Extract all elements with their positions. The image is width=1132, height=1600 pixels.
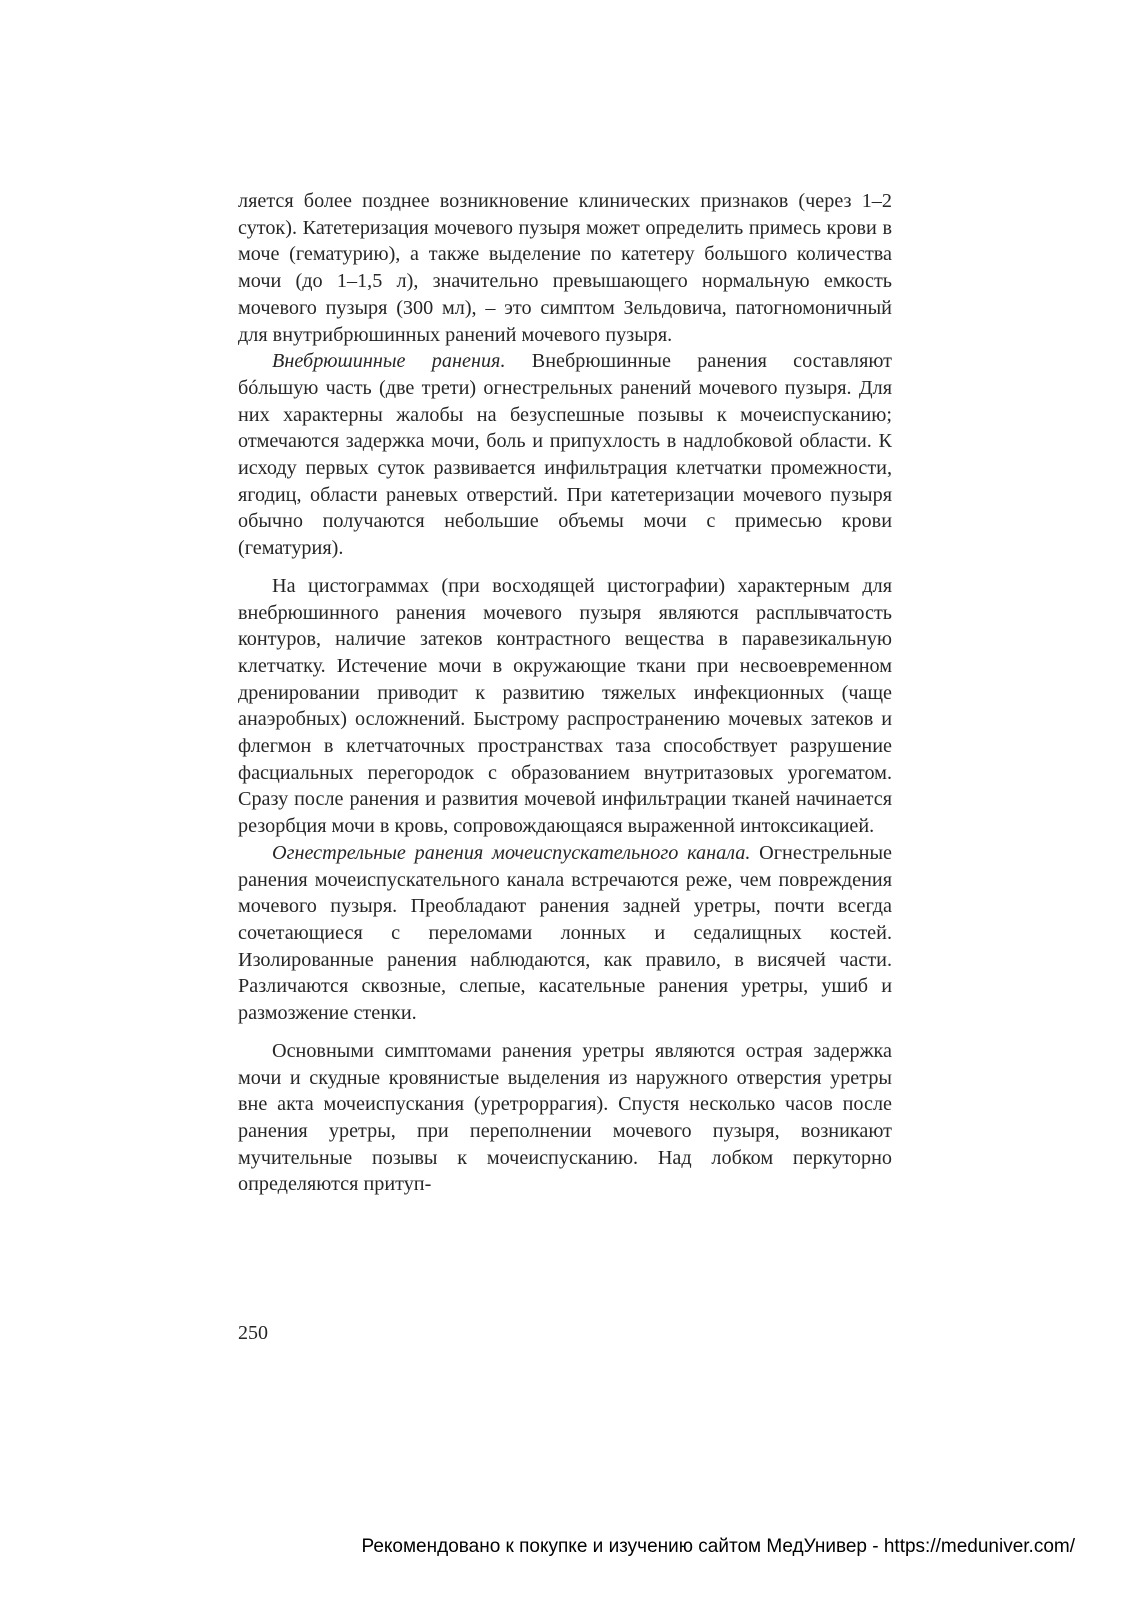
footer-recommendation-note: Рекомендовано к покупке и изучению сайтом МедУнивер - https://meduniver.com/ [361, 1536, 1075, 1557]
paragraph-urethra-wounds [238, 840, 892, 1027]
paragraph-text: ляется более позднее возникновение клинических признаков (через 1–2 суток). Катетеризация мочевого пузыря может определить примесь крови в моче (гематурию), а также выделение по катетеру большого количества мочи (до 1–1,5 л), значительно превышающего нормальную емкость мочевого пузыря (300 мл), – это симптом Зельдовича, патогномоничный для внутрибрюшинных ранений мочевого пузыря. [238, 190, 892, 346]
paragraph-cystograms [238, 573, 892, 840]
paragraph-italic-heading: Внебрюшинные ранения. [272, 350, 506, 373]
paragraph-continuation [238, 188, 892, 348]
paragraph-italic-heading: Огнестрельные ранения мочеиспускательного канала. [272, 841, 751, 864]
paragraph-text: На цистограммах (при восходящей цистографии) характерным для внебрюшинного ранения мочевого пузыря являются расплывчатость контуров, наличие затеков контрастного вещества в паравезикальную клетчатку. Истечение мочи в окружающие ткани при несвоевременном дренировании приводит к развитию тяжелых инфекционных (чаще анаэробных) осложнений. Быстрому распространению мочевых затеков и флегмон в клетчаточных пространствах таза способствует разрушение фасциальных перегородок с образованием внутритазовых урогематом. Сразу после ранения и развития мочевой инфильтрации тканей начинается резорбция мочи в кровь, сопровождающаяся выраженной интоксикацией. [238, 574, 892, 838]
paragraph-text: Огнестрельные ранения мочеиспускательного канала встречаются реже, чем повреждения мочевого пузыря. Преобладают ранения задней уретры, почти всегда сочетающиеся с переломами лонных и седалищных костей. Изолированные ранения наблюдаются, как правило, в висячей части. Различаются сквозные, слепые, касательные ранения уретры, ушиб и размозжение стенки. [238, 841, 892, 1025]
paragraph-text: Основными симптомами ранения уретры являются острая задержка мочи и скудные кровянистые выделения из наружного отверстия уретры вне акта мочеиспускания (уретроррагия). Спустя несколько часов после ранения уретры, при переполнении мочевого пузыря, возникают мучительные позывы к мочеиспусканию. Над лобком перкуторно определяются притуп- [238, 1039, 892, 1196]
page-number: 250 [238, 1322, 268, 1344]
paragraph-extraperitoneal [238, 348, 892, 562]
paragraph-urethra-symptoms [238, 1038, 892, 1198]
paragraph-text: Внебрюшинные ранения составляют бóльшую часть (две трети) огнестрельных ранений мочевого пузыря. Для них характерны жалобы на безуспешные позывы к мочеиспусканию; отмечаются задержка мочи, боль и припухлость в надлобковой области. К исходу первых суток развивается инфильтрация клетчатки промежности, ягодиц, области раневых отверстий. При катетеризации мочевого пузыря обычно получаются небольшие объемы мочи с примесью крови (гематурия). [238, 350, 892, 560]
body-text [238, 188, 892, 1198]
